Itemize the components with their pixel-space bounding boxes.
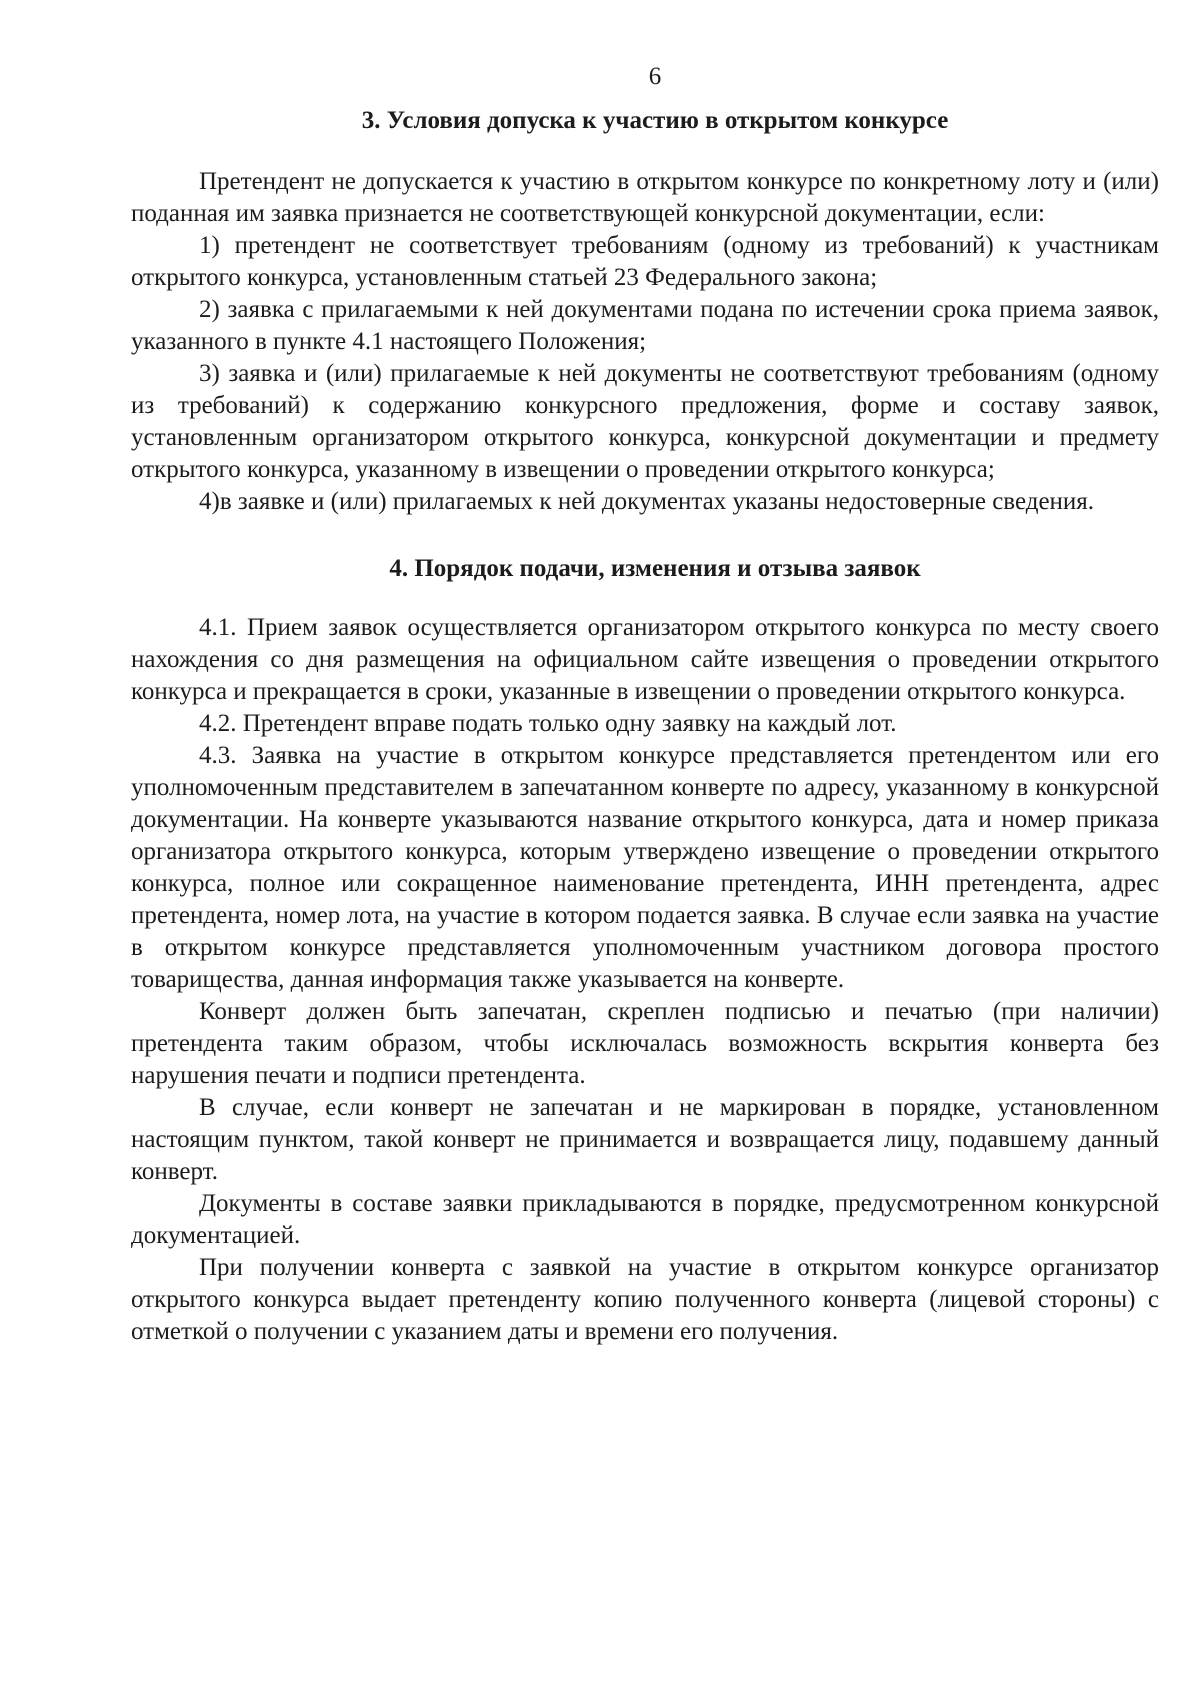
section-title: 3. Условия допуска к участию в открытом конкурсе: [361, 107, 949, 134]
list-item: 4)в заявке и (или) прилагаемых к ней документах указаны недостоверные сведения.: [199, 488, 1095, 515]
paragraph: В случае, если конверт не запечатан и не маркирован в порядке, установленном настоящим пунктом, такой конверт не принимается и возвращается лицу, подавшему данный конверт.: [131, 1094, 1159, 1185]
paragraph: Документы в составе заявки прикладываются в порядке, предусмотренном конкурсной документацией.: [131, 1190, 1159, 1249]
paragraph: Конверт должен быть запечатан, скреплен подписью и печатью (при наличии) претендента таким образом, чтобы исключалась возможность вскрытия конверта без нарушения печати и подписи претендента.: [131, 998, 1159, 1089]
page-number: 6: [648, 63, 662, 90]
document-page: [131, 62, 1159, 1348]
paragraph: Претендент не допускается к участию в открытом конкурсе по конкретному лоту и (или) поданная им заявка признается не соответствующей конкурсной документации, если:: [131, 168, 1159, 227]
paragraph: 4.3. Заявка на участие в открытом конкурсе представляется претендентом или его уполномоченным представителем в запечатанном конверте по адресу, указанному в конкурсной документации. На конверте указываются название открытого конкурса, дата и номер приказа организатора открытого конкурса, которым утверждено извещение о проведении открытого конкурса, полное или сокращенное наименование претендента, ИНН претендента, адрес претендента, номер лота, на участие в котором подается заявка. В случае если заявка на участие в открытом конкурсе представляется уполномоченным участником договора простого товарищества, данная информация также указывается на конверте.: [131, 742, 1159, 993]
paragraph: 4.1. Прием заявок осуществляется организатором открытого конкурса по месту своего нахождения со дня размещения на официальном сайте извещения о проведении открытого конкурса и прекращается в сроки, указанные в извещении о проведении открытого конкурса.: [131, 614, 1159, 705]
paragraph: 4.2. Претендент вправе подать только одну заявку на каждый лот.: [199, 710, 897, 737]
list-item: 2) заявка с прилагаемыми к ней документами подана по истечении срока приема заявок, указанного в пункте 4.1 настоящего Положения;: [131, 296, 1159, 355]
section-title: 4. Порядок подачи, изменения и отзыва заявок: [389, 555, 921, 582]
section-application-procedure: [131, 554, 1159, 1348]
list-item: 3) заявка и (или) прилагаемые к ней документы не соответствуют требованиям (одному из требований) к содержанию конкурсного предложения, форме и составу заявок, установленным организатором открытого конкурса, конкурсной документации и предмету открытого конкурса, указанному в извещении о проведении открытого конкурса;: [131, 360, 1159, 483]
section-admission-conditions: [131, 106, 1159, 518]
list-item: 1) претендент не соответствует требованиям (одному из требований) к участникам открытого конкурса, установленным статьей 23 Федерального закона;: [131, 232, 1159, 291]
paragraph: При получении конверта с заявкой на участие в открытом конкурсе организатор открытого конкурса выдает претенденту копию полученного конверта (лицевой стороны) с отметкой о получении с указанием даты и времени его получения.: [131, 1254, 1159, 1345]
